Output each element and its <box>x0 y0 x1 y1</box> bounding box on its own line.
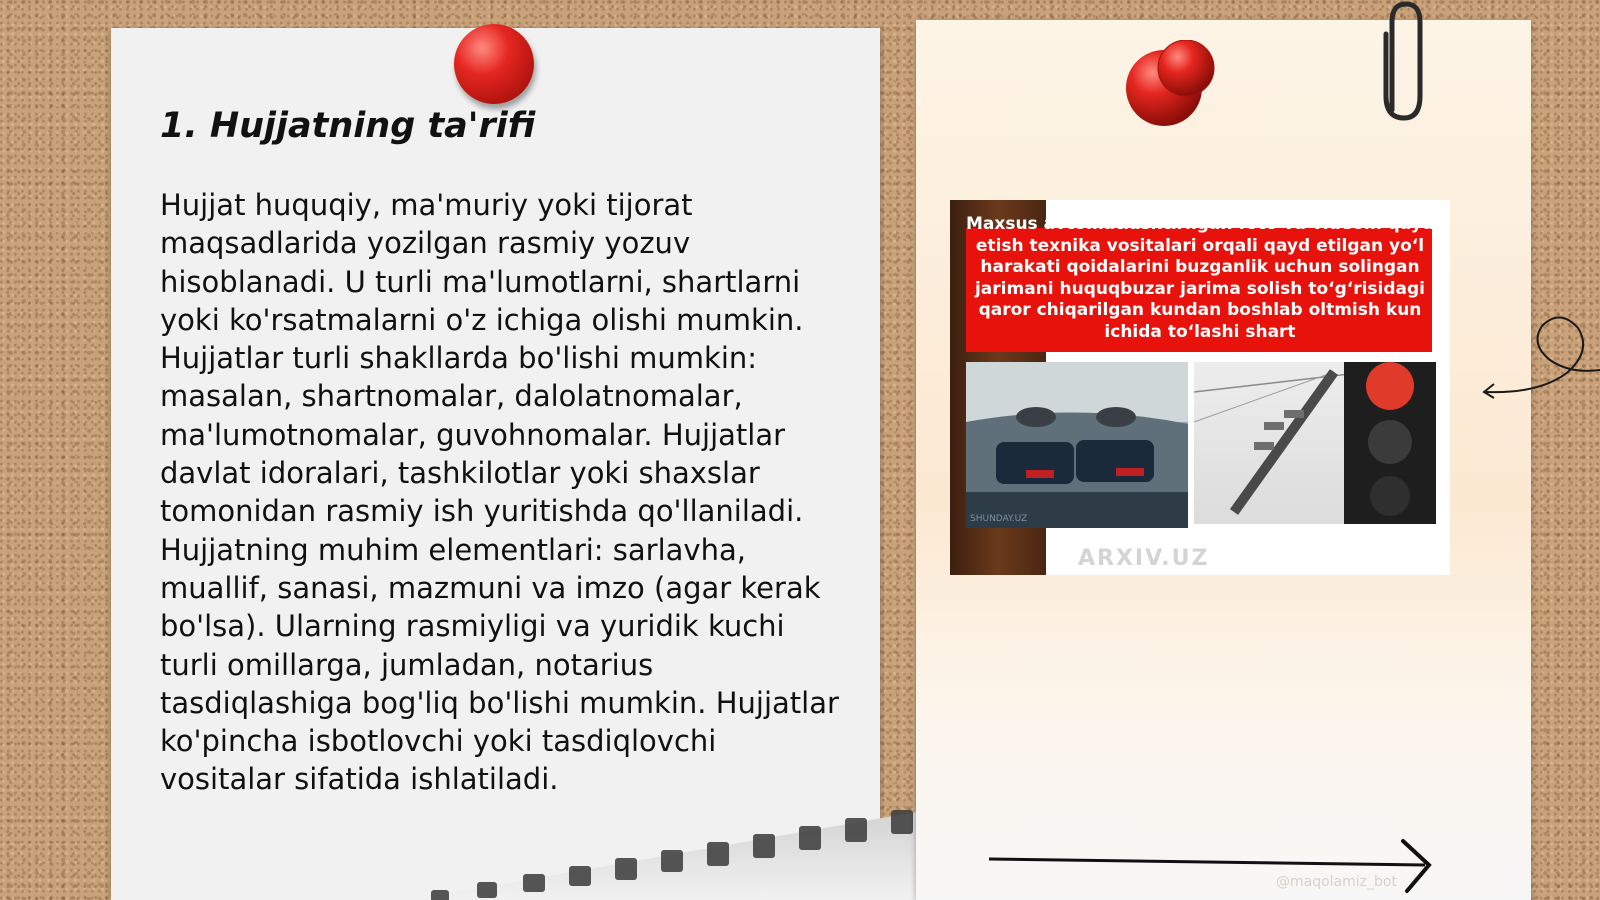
radar-detector-photo <box>966 362 1188 528</box>
photo-credit: SHUNDAY.UZ <box>970 514 1028 524</box>
section-title: 1. Hujjatning ta'rifi <box>160 106 536 146</box>
news-caption: Maxsus avtomatlashtirilgan foto va videom qayd etish texnika vositalari orqali qayd etilgan yo‘l harakati qoidalarini buzganlik uchun solingan jarimani huquqbuzar jarima solish to‘g‘risidagi qaror chiqarilgan kundan boshlab oltmish kun ichida to‘lashi shart <box>965 214 1434 342</box>
red-pushpin-icon <box>1124 40 1218 130</box>
traffic-camera-photo <box>1194 362 1436 524</box>
torn-notebook-edge-icon <box>411 788 971 900</box>
squiggle-arrow-icon <box>1480 310 1600 410</box>
paperclip-icon <box>1378 0 1424 124</box>
red-pushpin-icon <box>454 24 534 104</box>
left-note-paper <box>111 28 880 900</box>
author-handle: @maqolamiz_bot <box>1276 874 1397 890</box>
section-body-text: Hujjat huquqiy, ma'muriy yoki tijorat maqsadlarida yozilgan rasmiy yozuv hisoblanadi. U turli ma'lumotlarni, shartlarni yoki ko'rsatmalarni o'z ichiga olishi mumkin. Hujjatlar turli shakllarda bo'lishi mumkin: masalan, shartnomalar, dalolatnomalar, ma'lumotnomalar, guvohnomalar. Hujjatlar davlat idoralari, tashkilotlar yoki shaxslar tomonidan rasmiy ish yuritishda qo'llaniladi. Hujjatning muhim elementlari: sarlavha, muallif, sanasi, mazmuni va imzo (agar kerak bo'lsa). Ularning rasmiyligi va yuridik kuchi turli omillarga, jumladan, notarius tasdiqlashiga bog'liq bo'lishi mumkin. Hujjatlar ko'pincha isbotlovchi yoki tasdiqlovchi vositalar sifatida ishlatiladi. <box>160 188 839 797</box>
news-image <box>950 200 1450 575</box>
watermark-text: ARXIV.UZ <box>1078 546 1210 571</box>
